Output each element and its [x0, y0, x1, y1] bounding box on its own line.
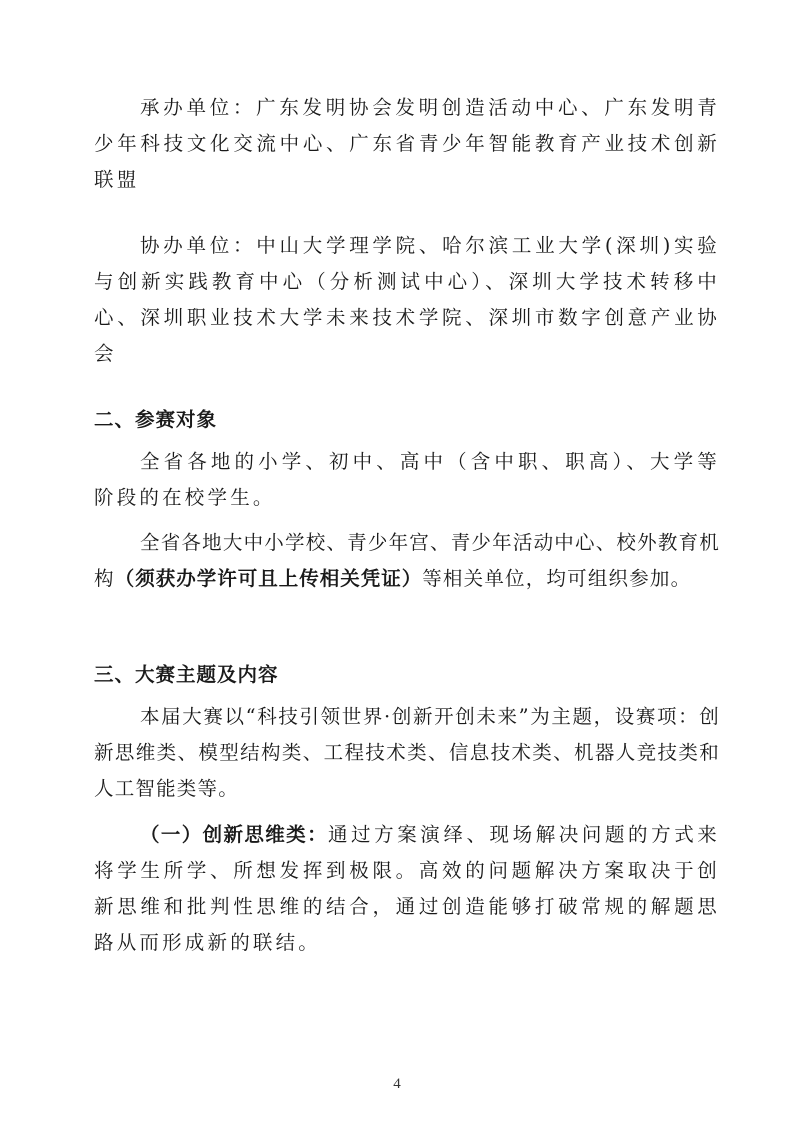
organizer-paragraph: [94, 90, 720, 198]
co-organizer-label: 协办单位：: [140, 234, 257, 257]
section-heading-participants: 二、参赛对象: [94, 408, 218, 431]
participants-text-before: 全省各地大中小学校、青少年宫、青少年活动中心、校外教育机构: [94, 531, 720, 590]
creative-thinking-paragraph: [94, 817, 720, 961]
participants-text-after: 等相关单位，均可组织参加。: [422, 567, 692, 590]
participants-bold-note: （须获办学许可且上传相关凭证）: [114, 567, 423, 590]
page-number: 4: [393, 1076, 401, 1092]
participants-paragraph-2: [94, 525, 720, 597]
section-heading-theme: 三、大赛主题及内容: [94, 663, 279, 686]
organizer-label: 承办单位：: [140, 96, 257, 119]
creative-thinking-text: 通过方案演绎、现场解决问题的方式来将学生所学、所想发挥到极限。高效的问题解决方案取决于创新思维和批判性思维的结合，通过创造能够打破常规的解题思路从而形成新的联结。: [94, 823, 720, 954]
participants-paragraph-1: 全省各地的小学、初中、高中（含中职、职高）、大学等阶段的在校学生。: [94, 450, 720, 509]
co-organizer-paragraph: [94, 228, 720, 372]
creative-thinking-label: （一）创新思维类：: [140, 823, 328, 846]
co-organizer-text: 中山大学理学院、哈尔滨工业大学(深圳)实验与创新实践教育中心（分析测试中心）、深圳大学技术转移中心、深圳职业技术大学未来技术学院、深圳市数字创意产业协会: [94, 234, 720, 365]
theme-intro-paragraph: 本届大赛以“科技引领世界·创新开创未来”为主题，设赛项：创新思维类、模型结构类、工程技术类、信息技术类、机器人竞技类和人工智能类等。: [94, 705, 720, 800]
organizer-text: 广东发明协会发明创造活动中心、广东发明青少年科技文化交流中心、广东省青少年智能教育产业技术创新联盟: [94, 96, 720, 191]
